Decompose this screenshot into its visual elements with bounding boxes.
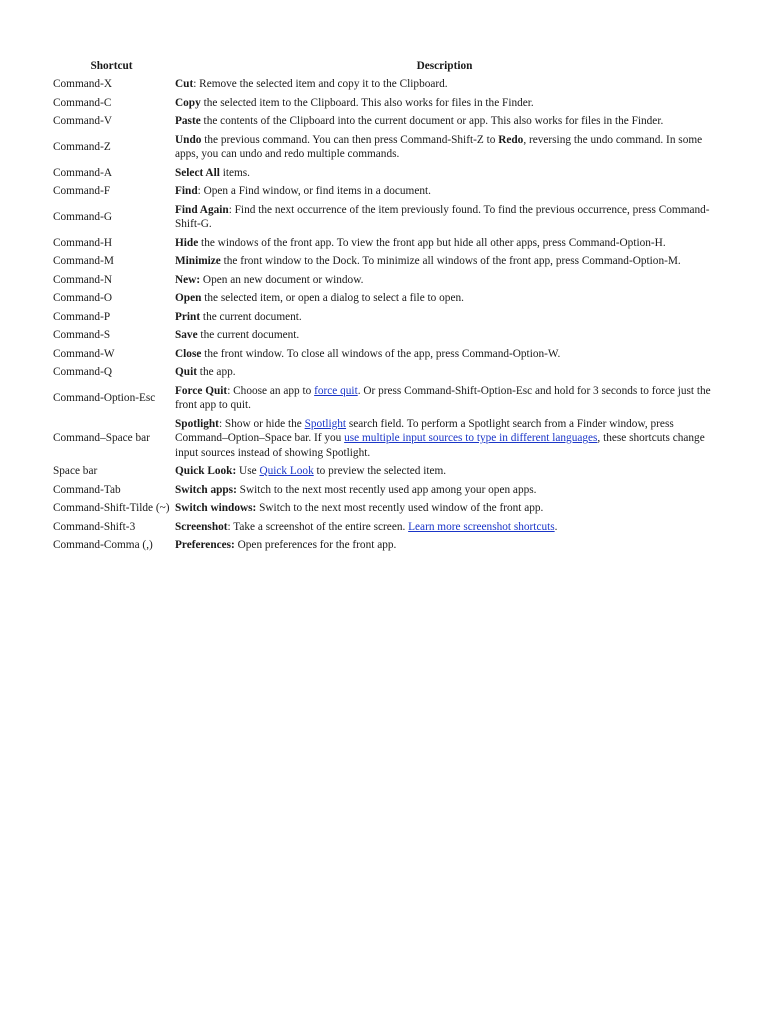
table-row	[51, 518, 717, 537]
table-row	[51, 234, 717, 253]
shortcut-description-cell	[172, 182, 717, 201]
description-text: the current document.	[197, 329, 300, 341]
table-row	[51, 182, 717, 201]
shortcut-key-cell: Command-O	[53, 292, 112, 304]
description-text: Use	[236, 465, 260, 477]
shortcut-key-cell: Space bar	[53, 465, 98, 477]
table-row	[51, 382, 717, 415]
description-link[interactable]: Quick Look	[259, 465, 314, 477]
shortcut-description-cell	[172, 131, 717, 164]
shortcut-description-cell	[172, 345, 717, 364]
shortcut-description-cell	[172, 252, 717, 271]
column-header-shortcut: Shortcut	[90, 59, 133, 72]
description-term: Switch windows:	[175, 502, 257, 514]
table-row	[51, 462, 717, 481]
description-term: Quick Look:	[175, 465, 237, 477]
shortcut-key-cell: Command–Space bar	[53, 432, 150, 444]
table-row	[51, 131, 717, 164]
description-text: the windows of the front app. To view the front app but hide all other apps, press Command-Option-H.	[198, 236, 666, 249]
description-text: the current document.	[200, 310, 302, 323]
description-text: the contents of the Clipboard into the current document or app. This also works for files in the Finder.	[200, 115, 664, 127]
shortcut-key-cell: Command-V	[53, 115, 112, 127]
description-text: : Choose an app to	[227, 384, 315, 397]
table-row	[51, 363, 717, 382]
shortcut-description-cell	[172, 363, 717, 382]
description-text: : Open a Find window, or find items in a document.	[197, 185, 431, 197]
shortcut-description-cell	[172, 382, 717, 415]
description-term: Find	[175, 185, 198, 197]
shortcut-key-cell: Command-Q	[53, 366, 112, 378]
description-text: Open preferences for the front app.	[234, 539, 397, 551]
description-term: Quit	[175, 366, 197, 378]
description-term: Save	[175, 329, 198, 341]
shortcut-key-cell: Command-A	[53, 166, 112, 179]
description-term: Print	[175, 310, 201, 323]
shortcut-description-cell	[172, 481, 717, 500]
description-text: the front window. To close all windows of the app, press Command-Option-W.	[201, 347, 561, 360]
table-row	[51, 308, 717, 327]
description-term: Force Quit	[175, 384, 228, 397]
description-text: .	[554, 520, 558, 533]
description-term: Redo	[498, 133, 524, 146]
shortcut-key-cell: Command-M	[53, 255, 114, 267]
shortcut-key-cell: Command-S	[53, 329, 111, 341]
shortcut-key-cell: Command-W	[53, 347, 115, 360]
table-row	[51, 481, 717, 500]
shortcuts-table	[51, 57, 717, 555]
shortcut-key-cell: Command-C	[53, 96, 112, 109]
description-text: search field. To perform a Spotlight search from a Finder window, press Command–Option–Space bar. If you	[175, 417, 674, 444]
table-row	[51, 536, 717, 555]
shortcut-key-cell: Command-Z	[53, 140, 111, 153]
description-text: the selected item, or open a dialog to select a file to open.	[201, 292, 464, 304]
table-row	[51, 326, 717, 345]
description-text: Open an new document or window.	[200, 273, 364, 286]
table-header-row	[51, 57, 717, 75]
description-term: Preferences:	[175, 539, 235, 551]
table-row	[51, 112, 717, 131]
description-link[interactable]: use multiple input sources to type in different languages	[344, 432, 598, 444]
description-text: the selected item to the Clipboard. This also works for files in the Finder.	[200, 96, 534, 109]
table-row	[51, 415, 717, 463]
description-term: New:	[175, 273, 201, 286]
description-text: the front window to the Dock. To minimize all windows of the front app, press Command-Option-M.	[220, 255, 681, 267]
table-row	[51, 164, 717, 183]
description-text: Switch to the next most recently used window of the front app.	[256, 502, 544, 514]
shortcut-description-cell	[172, 75, 717, 94]
description-text: the previous command. You can then press Command-Shift-Z to	[201, 133, 499, 146]
shortcut-description-cell	[172, 164, 717, 183]
description-text: Switch to the next most recently used app among your open apps.	[236, 483, 537, 496]
description-text: : Take a screenshot of the entire screen.	[227, 520, 409, 533]
description-text: : Show or hide the	[218, 417, 305, 430]
table-row	[51, 201, 717, 234]
description-link[interactable]: force quit	[314, 384, 358, 397]
description-link[interactable]: Learn more screenshot shortcuts	[408, 520, 555, 533]
description-text: the app.	[196, 366, 236, 378]
shortcut-description-cell	[172, 234, 717, 253]
description-text: to preview the selected item.	[313, 465, 447, 477]
description-term: Find Again	[175, 203, 229, 216]
description-term: Select All	[175, 166, 220, 179]
description-text: , these shortcuts change input sources instead of showing Spotlight.	[175, 432, 705, 459]
shortcut-description-cell	[172, 308, 717, 327]
shortcut-description-cell	[172, 462, 717, 481]
column-header-description: Description	[416, 59, 473, 72]
table-row	[51, 271, 717, 290]
table-row	[51, 289, 717, 308]
description-term: Minimize	[175, 255, 221, 267]
table-row	[51, 345, 717, 364]
description-term: Close	[175, 347, 202, 360]
shortcut-description-cell	[172, 112, 717, 131]
shortcut-key-cell: Command-Tab	[53, 483, 121, 496]
shortcut-description-cell	[172, 415, 717, 463]
description-term: Copy	[175, 96, 201, 109]
shortcut-key-cell: Command-N	[53, 273, 112, 286]
shortcuts-document	[51, 57, 717, 555]
description-term: Screenshot	[175, 520, 228, 533]
shortcut-key-cell: Command-P	[53, 310, 111, 323]
shortcut-key-cell: Command-H	[53, 236, 112, 249]
shortcut-key-cell: Command-X	[53, 78, 112, 90]
table-row	[51, 94, 717, 113]
description-term: Open	[175, 292, 202, 304]
description-term: Undo	[175, 133, 202, 146]
description-text: : Find the next occurrence of the item previously found. To find the previous occurrence, press Command-Shift-G.	[175, 203, 710, 230]
shortcut-description-cell	[172, 271, 717, 290]
description-link[interactable]: Spotlight	[304, 417, 347, 430]
description-text: . Or press Command-Shift-Option-Esc and hold for 3 seconds to force just the front app to quit.	[175, 384, 711, 411]
shortcut-key-cell: Command-G	[53, 210, 112, 223]
table-row	[51, 75, 717, 94]
shortcut-description-cell	[172, 289, 717, 308]
shortcut-description-cell	[172, 499, 717, 518]
description-term: Hide	[175, 236, 199, 249]
table-row	[51, 499, 717, 518]
table-row	[51, 252, 717, 271]
description-text: , reversing the undo command. In some apps, you can undo and redo multiple commands.	[175, 133, 703, 160]
description-text: : Remove the selected item and copy it to the Clipboard.	[193, 78, 448, 90]
description-term: Spotlight	[175, 417, 219, 430]
description-term: Cut	[175, 78, 194, 90]
shortcut-key-cell: Command-Shift-Tilde (~)	[53, 502, 170, 514]
shortcut-description-cell	[172, 518, 717, 537]
shortcut-key-cell: Command-F	[53, 185, 111, 197]
shortcut-description-cell	[172, 326, 717, 345]
shortcut-description-cell	[172, 201, 717, 234]
shortcuts-table-body	[51, 75, 717, 555]
description-term: Paste	[175, 115, 201, 127]
shortcut-key-cell: Command-Option-Esc	[53, 391, 156, 404]
description-term: Switch apps:	[175, 483, 237, 496]
shortcut-key-cell: Command-Shift-3	[53, 520, 136, 533]
description-text: items.	[219, 166, 250, 179]
shortcut-description-cell	[172, 536, 717, 555]
shortcut-description-cell	[172, 94, 717, 113]
shortcut-key-cell: Command-Comma (,)	[53, 539, 153, 551]
